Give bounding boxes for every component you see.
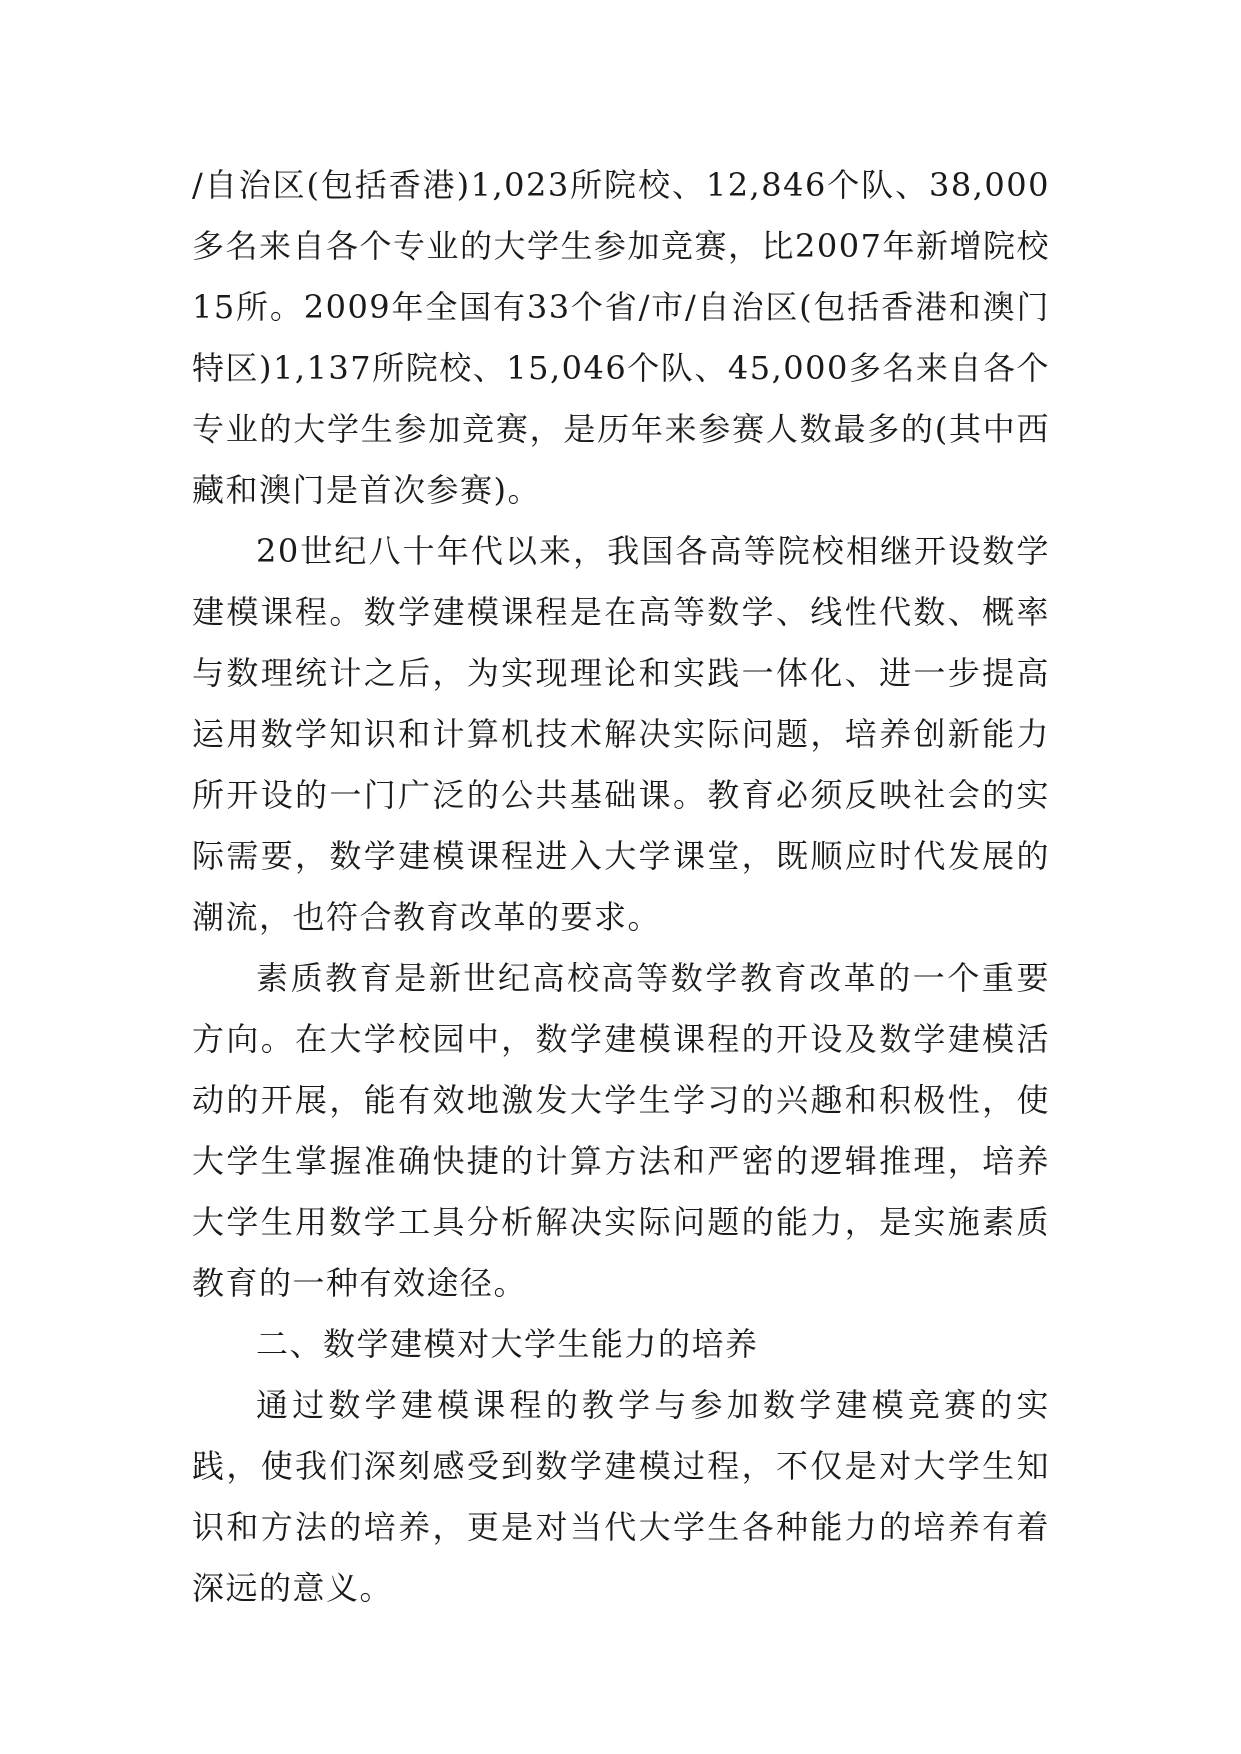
body-text <box>192 155 1050 1619</box>
paragraph-ability-training: 通过数学建模课程的教学与参加数学建模竞赛的实践，使我们深刻感受到数学建模过程，不仅是对大学生知识和方法的培养，更是对当代大学生各种能力的培养有着深远的意义。 <box>192 1386 1050 1607</box>
paragraph-course-history: 20世纪八十年代以来，我国各高等院校相继开设数学建模课程。数学建模课程是在高等数学、线性代数、概率与数理统计之后，为实现理论和实践一体化、进一步提高运用数学知识和计算机技术解决实际问题，培养创新能力所开设的一门广泛的公共基础课。教育必须反映社会的实际需要，数学建模课程进入大学课堂，既顺应时代发展的潮流，也符合教育改革的要求。 <box>192 532 1050 936</box>
section-heading: 二、数学建模对大学生能力的培养 <box>256 1325 759 1363</box>
paragraph-continued-statistics: /自治区(包括香港)1,023所院校、12,846个队、38,000多名来自各个专业的大学生参加竞赛，比2007年新增院校15所。2009年全国有33个省/市/自治区(包括香港和澳门特区)1,137所院校、15,046个队、45,000多名来自各个专业的大学生参加竞赛，是历年来参赛人数最多的(其中西藏和澳门是首次参赛)。 <box>192 166 1050 509</box>
paragraph-quality-education: 素质教育是新世纪高校高等数学教育改革的一个重要方向。在大学校园中，数学建模课程的开设及数学建模活动的开展，能有效地激发大学生学习的兴趣和积极性，使大学生掌握准确快捷的计算方法和严密的逻辑推理，培养大学生用数学工具分析解决实际问题的能力，是实施素质教育的一种有效途径。 <box>192 959 1050 1302</box>
